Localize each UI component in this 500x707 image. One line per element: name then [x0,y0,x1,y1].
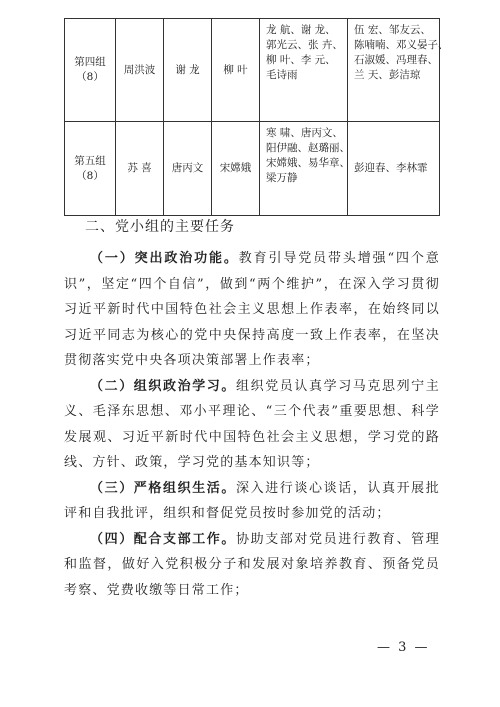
paragraph-text: 深入进行谈心谈话，认真开展批评和自我批评，组织和督促党员按时参加党的活动； [64,480,440,521]
paragraph [64,527,440,604]
page-number: — 3 — [377,640,430,655]
paragraph [64,374,440,476]
member-line: 梁万静 [266,172,298,184]
member-line: 兰 天、彭洁琼 [354,69,421,81]
member-line: 陈喃喃、邓义晏子、 [354,39,449,51]
member-line: 毛诗雨 [266,69,298,81]
section-heading: 二、党小组的主要任务 [85,219,235,235]
group-name: 第五组 [74,154,106,167]
group-name: 第四组 [74,56,106,68]
document-body [64,246,440,603]
member-line: 伍 宏、邹友云、 [354,24,431,36]
paragraph-text: 教育引导党员带头增强“四个意识”，坚定“四个自信”，做到“两个维护”，在深入学习贯彻习近平新时代中国特色社会主义思想上作表率，在始终同以习近平同志为核心的党中央保持高度一致上作表率，在坚决贯彻落实党中央各项决策部署上作表率； [64,251,440,368]
paragraph-label: （四）配合支部工作。 [90,531,236,547]
group-cell [65,19,116,122]
member-line: 阳伊融、赵璐丽、 [266,142,350,154]
table-row-group-5 [65,122,440,216]
table-cell: 柳 叶 [212,19,260,122]
paragraph [64,246,440,374]
member-line: 宋嫦娥、易华章、 [266,157,350,169]
paragraph-text: 协助支部对党员进行教育、管理和监督，做好入党积极分子和发展对象培养教育、预备党员考察、党费收缴等日常工作； [64,531,440,598]
paragraph-label: （二）组织政治学习。 [90,378,236,394]
table-cell: 苏 喜 [116,122,164,216]
paragraph [64,476,440,527]
member-line: 龙 航、谢 龙、 [266,24,336,36]
member-line: 石淑媛、冯理春、 [354,54,438,66]
group-count: （8） [76,71,104,83]
member-line: 寒 啸、唐丙文、 [266,127,343,139]
member-line: 柳 叶、李 元、 [266,54,336,66]
group-count: （8） [76,169,104,182]
table-cell: 宋嫦娥 [212,122,260,216]
paragraph-text: 组织党员认真学习马克思列宁主义、毛泽东思想、邓小平理论、“三个代表”重要思想、科学发展观、习近平新时代中国特色社会主义思想，学习党的路线、方针、政策，学习党的基本知识等； [64,378,440,470]
table-cell: 周洪波 [116,19,164,122]
table-row-group-4 [65,19,440,122]
paragraph-label: （三）严格组织生活。 [90,480,236,496]
member-line: 郭光云、张 卉、 [266,39,343,51]
table-cell: 谢 龙 [164,19,212,122]
table-cell: 唐丙文 [164,122,212,216]
group-cell [65,122,116,216]
members-cell [348,19,449,122]
members-cell [260,19,348,122]
paragraph-label: （一）突出政治功能。 [90,251,239,266]
members-cell [348,122,440,216]
member-line: 彭迎春、李林霏 [354,162,428,174]
party-group-table [64,18,449,216]
members-cell [260,122,348,216]
